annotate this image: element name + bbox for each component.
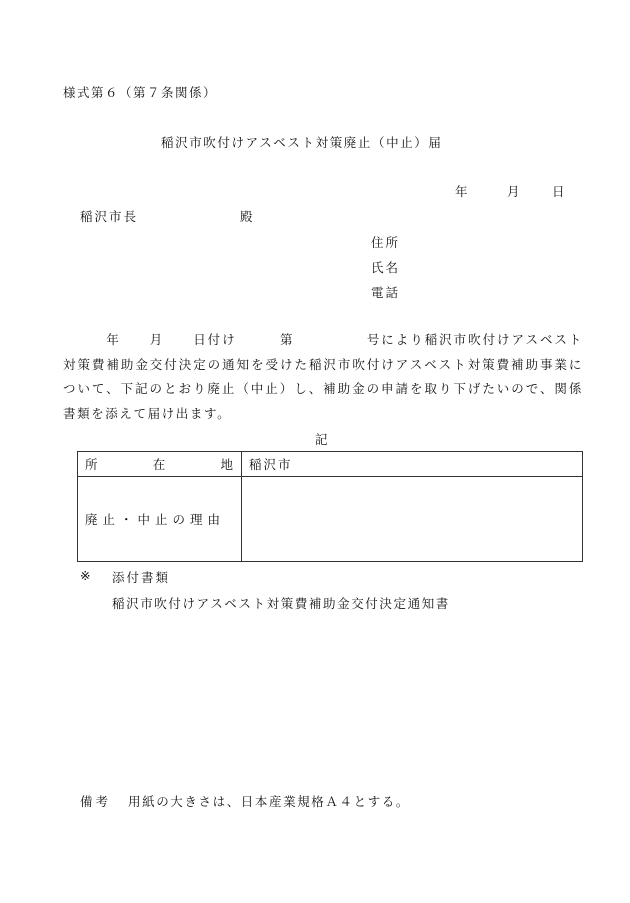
ki-heading: 記	[315, 432, 328, 447]
address-label: 住所	[371, 235, 401, 250]
attachment-item: 稲沢市吹付けアスベスト対策費補助金交付決定通知書	[112, 596, 450, 611]
location-label-cell	[78, 452, 242, 477]
form-number: 様式第６（第７条関係）	[63, 85, 218, 100]
reason-label-cell	[78, 477, 242, 562]
addressee-name: 稲沢市長	[80, 209, 139, 224]
date-month-label: 月	[507, 184, 520, 199]
location-label	[85, 455, 241, 473]
location-label-char: 所	[85, 457, 98, 472]
details-table	[77, 451, 583, 562]
table-row	[78, 477, 583, 562]
attachment-title: 添付書類	[112, 570, 171, 585]
location-label-char: 在	[152, 457, 166, 472]
date-year-label: 年	[455, 184, 468, 199]
date-day-label: 日	[552, 184, 565, 199]
reason-value	[242, 477, 583, 562]
note-text: 用紙の大きさは、日本産業規格Ａ４とする。	[128, 794, 411, 809]
note-label: 備考	[80, 794, 112, 809]
table-row	[78, 452, 583, 477]
name-label: 氏名	[371, 260, 401, 275]
document-title: 稲沢市吹付けアスベスト対策廃止（中止）届	[161, 135, 443, 150]
reason-label: 廃止・中止の理由	[85, 512, 226, 527]
phone-label: 電話	[371, 285, 401, 300]
location-label-char: 地	[220, 457, 233, 472]
location-value: 稲沢市	[242, 452, 583, 477]
attachment-mark: ※	[80, 568, 91, 583]
addressee-suffix: 殿	[240, 209, 253, 224]
notice-paragraph: 年 月 日付け 第 号により稲沢市吹付けアスベスト対策費補助金交付決定の通知を受けた稲沢市吹付けアスベスト対策費補助事業について、下記のとおり廃止（中止）し、補助金の申請を取り下げたいので、関係書類を添えて届け出ます。	[63, 332, 583, 421]
